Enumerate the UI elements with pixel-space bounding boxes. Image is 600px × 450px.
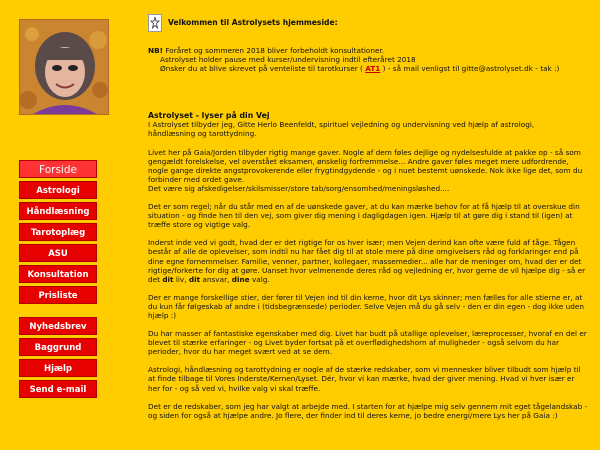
paragraph-1-text: Livet her på Gaia/Jorden tilbyder rigtig mange gaver. Nogle af dem føles dejlige og nydelsesfulde at pakke op - så som gengældt forelskelse, vel overstået eksamen, ønskelig forfremmelse... Andre gaver føles meget mere udfordrende, nogle gange direkte angstprovokerende eller frygtindgydende - og i nuet bestemt uønskede. Nok ikke lige det, som du forbinder med ordet gave.: [148, 147, 583, 184]
paragraph-7: Det er de redskaber, som jeg har valgt at arbejde med. I starten for at hjælpe mig selv gennem mit eget tågelandskab - og siden for også at hjælpe andre. Jo flere, der finder ind til deres kerne, jo bedre energi/mere Lys her på Gaia :): [148, 401, 588, 420]
notice-text-1: Foråret og sommeren 2018 bliver forbeholdt konsultationer.: [163, 46, 385, 55]
secondary-nav: [19, 317, 97, 401]
notice-text-3a: Ønsker du at blive skrevet på venteliste til tarotkurser (: [160, 64, 366, 74]
paragraph-4: Der er mange forskellige stier, der fører til Vejen ind til din kerne, hvor dit Lys skinner; men fælles for alle stierne er, at du kun får følgeskab af andre i (tidsbegrænsede) perioder. Selve Vejen må du gå selv - den er din egen - dog ikke uden hjælp :): [148, 292, 584, 320]
at1-link[interactable]: AT1: [365, 64, 381, 74]
star-logo-icon: [148, 14, 162, 32]
intro-title: Astrolyset - lyser på din Vej: [148, 111, 270, 121]
nav-konsultation-button[interactable]: Konsultation: [19, 265, 97, 283]
notice-line-3: [148, 64, 588, 73]
sidebar: [0, 0, 120, 450]
intro-paragraph: [148, 120, 588, 138]
intro-line-2: håndlæsning og tarottydning.: [148, 129, 257, 139]
page-title: Velkommen til Astrolysets hjemmeside:: [168, 18, 338, 28]
p3-text-b: liv,: [173, 274, 189, 284]
nav-send-email-button[interactable]: Send e-mail: [19, 380, 97, 398]
notice-line-2: Astrolyset holder pause med kurser/undervisning indtil efteråret 2018: [160, 55, 416, 65]
primary-nav: [19, 160, 97, 307]
paragraph-3: [148, 238, 588, 283]
notice-prefix: NB!: [148, 46, 163, 55]
welcome-header: [148, 12, 588, 34]
nav-tarotoplaeg-button[interactable]: Tarotoplæg: [19, 223, 97, 241]
p3-bold-2: dit: [188, 274, 201, 284]
nav-baggrund-button[interactable]: Baggrund: [19, 338, 97, 356]
nav-prisliste-button[interactable]: Prisliste: [19, 286, 97, 304]
notice-text-3b: ) - så mail venligst til gitte@astrolyset.dk - tak :): [380, 64, 560, 74]
p3-text-a: Inderst inde ved vi godt, hvad der er det rigtige for os hver især; men Vejen derind kan ofte være fuld af tåge. Tågen består af alle de oplevelser, som indtil nu har fået dig til at stole mere på dine omgivelsers råd og forklaringer end på dine egne fornemmelser. Familie, venner, partner, kollegaer, massemedier... alle har de meninger om, hvad der er det rigtige/forkerte for dig at gøre. Uanset hvor velmenende deres råd og vejledning er, hvor gerne de vil hjælpe dig - så er det: [148, 238, 586, 284]
portrait-image: [20, 20, 109, 115]
nav-forside-button[interactable]: Forside: [19, 160, 97, 178]
notice-line-1: [148, 46, 588, 55]
paragraph-6: Astrologi, håndlæsning og tarottydning er nogle af de stærke redskaber, som vi mennesker bliver tilbudt som hjælp til at finde tilbage til Vores Inderste/Kernen/Lyset. Dér, hvor vi kan mærke, hvad der giver mening. Hvad vi hver især er her for - og så ved vi, hvilke valg vi skal træffe.: [148, 365, 581, 393]
paragraph-5: Du har masser af fantastiske egenskaber med dig. Livet har budt på utallige oplevelser, læreprocesser, hvoraf en del er blevet til stærke erfaringer - og Livet byder fortsat på et overflødighedshorn af muligheder - også selvom du har perioder, hvor du har meget svært ved at se dem.: [148, 329, 587, 357]
p3-text-c: ansvar,: [200, 274, 232, 284]
portrait-photo: [19, 19, 109, 115]
nav-hjaelp-button[interactable]: Hjælp: [19, 359, 97, 377]
notice-block: [148, 46, 588, 73]
p3-text-d: valg.: [249, 274, 270, 284]
p3-bold-3: dine: [231, 274, 250, 284]
p3-bold-1: dit: [162, 274, 174, 284]
paragraph-1b-text: Det være sig afskedigelser/skilsmisser/store tab/sorg/ensomhed/meningsløshed....: [148, 183, 450, 193]
paragraph-2: Det er som regel; når du står med en af de uønskede gaver, at du kan mærke behov for at få hjælp til at overskue din situation - og finde hen til den vej, som giver dig mening i dagligdagen igen. Hjælp til at gøre dig i stand til (igen) at træffe store og vigtige valg.: [148, 202, 580, 230]
nav-haandlaesning-button[interactable]: Håndlæsning: [19, 202, 97, 220]
nav-nyhedsbrev-button[interactable]: Nyhedsbrev: [19, 317, 97, 335]
nav-astrologi-button[interactable]: Astrologi: [19, 181, 97, 199]
intro-line-1: I Astrolyset tilbyder jeg, Gitte Herlo Beenfeldt, spirituel vejledning og undervisning ved hjælp af astrologi,: [148, 120, 535, 130]
paragraph-1: [148, 148, 588, 193]
nav-asu-button[interactable]: ASU: [19, 244, 97, 262]
main-content: [148, 12, 588, 429]
